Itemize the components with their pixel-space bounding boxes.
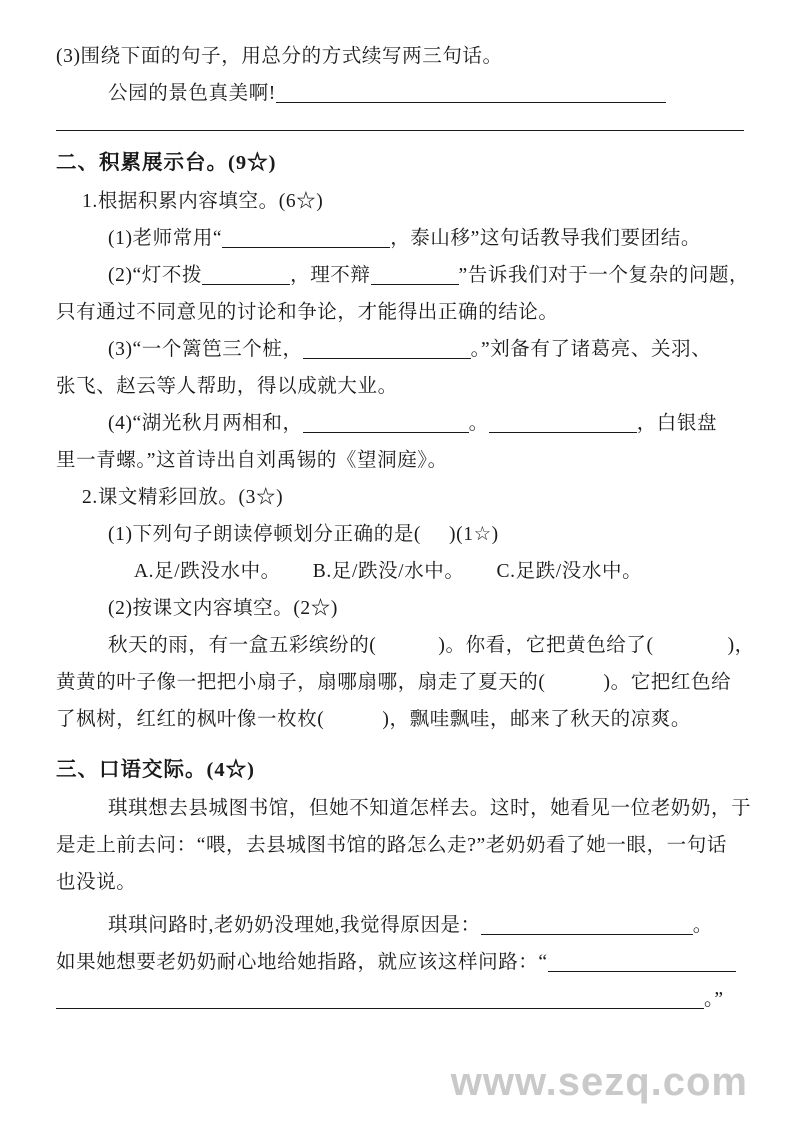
s2-q2-line1 — [56, 257, 750, 294]
answer-blank[interactable] — [303, 358, 471, 359]
s2-q1 — [56, 220, 744, 257]
fill-line2-a: 黄黄的叶子像一把把小扇子，扇哪扇哪，扇走了夏天的( — [56, 672, 546, 693]
fill-line3-a: 了枫树，红红的枫叶像一枚枚( — [56, 709, 325, 730]
watermark: www.sezq.com — [450, 1060, 748, 1104]
s3-para3 — [56, 944, 744, 981]
fill-line3-b: )，飘哇飘哇，邮来了秋天的凉爽。 — [382, 709, 691, 730]
s2-q3-line1 — [56, 331, 744, 368]
answer-blank[interactable] — [548, 971, 736, 972]
question-3-sentence-row — [56, 75, 744, 112]
s2-q3-line2: 张飞、赵云等人帮助，得以成就大业。 — [56, 376, 398, 397]
answer-blank[interactable] — [489, 432, 637, 433]
section-2-item-2-label: 2.课文精彩回放。(3☆) — [82, 487, 284, 508]
s2-q4-line1 — [56, 405, 744, 442]
section-2-item-1-label: 1.根据积累内容填空。(6☆) — [82, 191, 324, 212]
s2-q4-pre: (4)“湖光秋月两相和， — [108, 413, 303, 434]
s2b-q1 — [56, 516, 744, 553]
answer-blank[interactable] — [303, 432, 469, 433]
question-3-sentence: 公园的景色真美啊! — [108, 83, 276, 104]
s2-q4-line2: 里一青螺。”这首诗出自刘禹锡的《望洞庭》。 — [56, 450, 448, 471]
s3-para3-tail: 。” — [704, 989, 724, 1010]
s2-q2-c: ”告诉我们对于一个复杂的问题， — [458, 265, 750, 286]
s3-para2-post: 。 — [692, 915, 713, 936]
s3-para2-pre: 琪琪问路时,老奶奶没理她,我觉得原因是： — [108, 915, 481, 936]
s2-q1-pre: (1)老师常用“ — [108, 228, 223, 249]
s2-q3-pre: (3)“一个篱笆三个桩， — [108, 339, 303, 360]
question-3-prompt: (3)围绕下面的句子，用总分的方式续写两三句话。 — [56, 46, 503, 67]
s2b-options — [56, 553, 744, 590]
answer-rule[interactable] — [56, 130, 744, 131]
fill-c: )， — [727, 635, 755, 656]
s3-para2 — [56, 907, 744, 944]
s2-q1-post: ，泰山移”这句话教导我们要团结。 — [390, 228, 701, 249]
answer-blank[interactable] — [481, 934, 693, 935]
option-a[interactable]: A.足/跌没水中。 — [134, 561, 281, 582]
fill-a: 秋天的雨，有一盒五彩缤纷的( — [108, 635, 377, 656]
fill-line2-b: )。它把红色给 — [603, 672, 732, 693]
s3-para3-pre: 如果她想要老奶奶耐心地给她指路，就应该这样问路：“ — [56, 952, 548, 973]
section-2-title: 二、积累展示台。(9☆) — [56, 152, 277, 174]
s2-q2-line2: 只有通过不同意见的讨论和争论，才能得出正确的结论。 — [56, 302, 559, 323]
s3-para1-line2: 是走上前去问：“喂，去县城图书馆的路怎么走?”老奶奶看了她一眼，一句话 — [56, 835, 727, 856]
s2-q2-b: ，理不辩 — [290, 265, 371, 286]
s2b-fill-line3 — [56, 701, 744, 738]
s2b-fill-line1 — [56, 627, 755, 664]
s2b-fill-line2 — [56, 664, 744, 701]
s2-q3-post: 。”刘备有了诸葛亮、关羽、 — [470, 339, 712, 360]
s3-para1-line3: 也没说。 — [56, 872, 137, 893]
option-b[interactable]: B.足/跌没/水中。 — [312, 561, 465, 582]
s2b-q2-label: (2)按课文内容填空。(2☆) — [108, 598, 338, 619]
s2-q2-a: (2)“灯不拨 — [108, 265, 203, 286]
fill-b: )。你看，它把黄色给了( — [438, 635, 654, 656]
answer-blank[interactable] — [276, 102, 666, 103]
answer-blank[interactable] — [371, 284, 459, 285]
answer-blank[interactable] — [56, 1008, 704, 1009]
s2b-q1-text: (1)下列句子朗读停顿划分正确的是( — [108, 524, 422, 545]
answer-blank[interactable] — [202, 284, 290, 285]
answer-blank[interactable] — [222, 247, 390, 248]
s2-q4-post: ，白银盘 — [636, 413, 718, 434]
s2-q4-mid: 。 — [468, 413, 489, 434]
section-3-title: 三、口语交际。(4☆) — [56, 759, 255, 781]
option-c[interactable]: C.足跌/没水中。 — [496, 561, 643, 582]
s3-para3-tail-row — [56, 981, 744, 1018]
s3-para1-line1: 琪琪想去县城图书馆，但她不知道怎样去。这时，她看见一位老奶奶，于 — [108, 798, 752, 819]
s2b-q1-tail: )(1☆) — [449, 524, 499, 545]
